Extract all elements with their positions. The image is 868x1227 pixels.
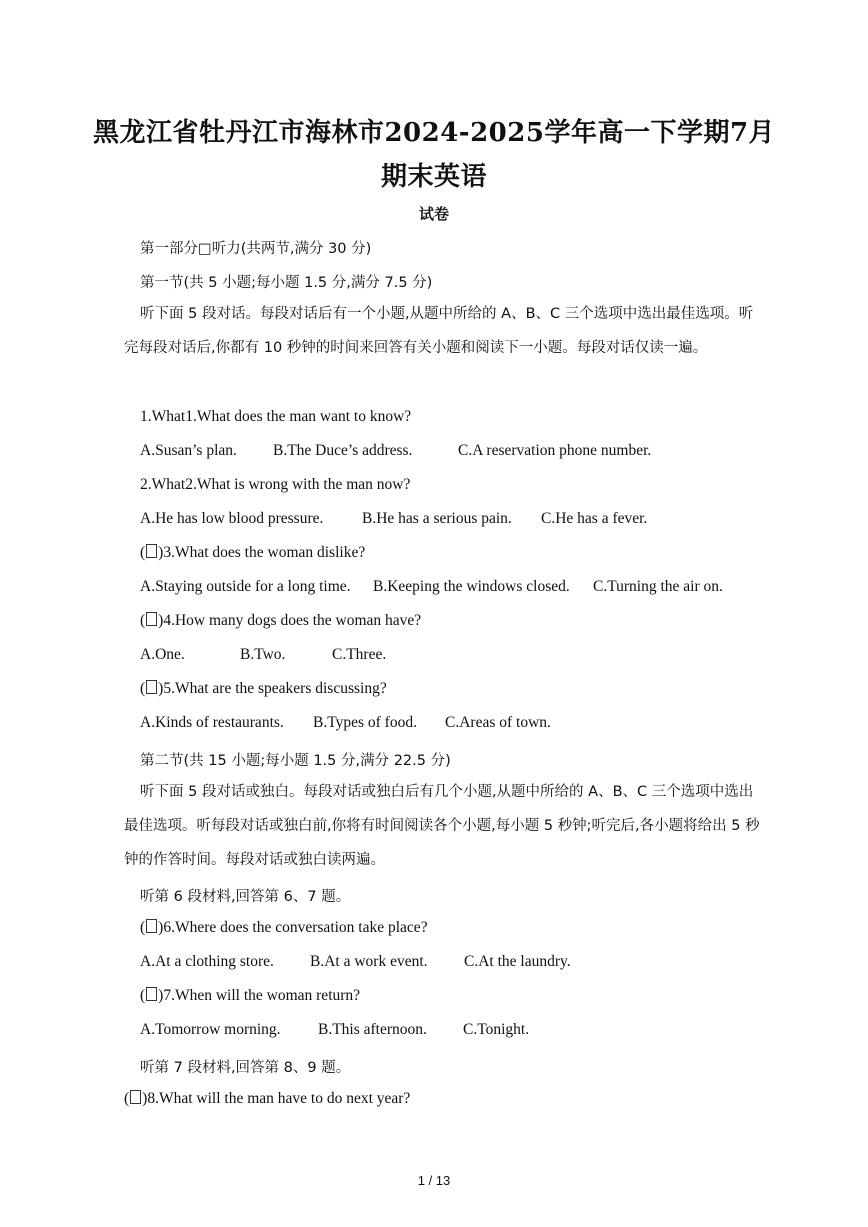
question-8-stem: ( )8.What will the man have to do next year? [124,1090,411,1107]
section2-heading: 第二节(共 15 小题;每小题 1.5 分,满分 22.5 分) [140,753,451,769]
section1-instructions: 听下面 5 段对话。每段对话后有一个小题,从题中所给的 A、B、C 三个选项中选出最佳选项。听完每段对话后,你都有 10 秒钟的时间来回答有关小题和阅读下一小题。每段对话仅读一遍。 [124,306,754,356]
answer-box [146,612,157,626]
question-7-stem: ( )7.When will the woman return? [140,987,361,1004]
material-6-note: 听第 6 段材料,回答第 6、7 题。 [140,889,351,905]
option-b: B.This afternoon. [318,1021,427,1038]
question-3-options [140,578,723,596]
option-c: C.At the laundry. [464,953,571,970]
question-1-options [140,442,651,460]
material-7-note: 听第 7 段材料,回答第 8、9 题。 [140,1060,351,1076]
page-indicator: 1 / 13 [417,1173,451,1188]
question-4-stem: ( )4.How many dogs does the woman have? [140,612,422,629]
option-a: A.One. [140,646,185,663]
question-6-options [140,953,571,971]
option-c: C.Three. [332,646,387,663]
question-2-stem: 2.What2.What is wrong with the man now? [140,476,411,493]
option-a: A.At a clothing store. [140,953,274,970]
option-b: B.He has a serious pain. [362,510,512,527]
section1-heading: 第一节(共 5 小题;每小题 1.5 分,满分 7.5 分) [140,275,433,291]
answer-box [130,1090,141,1104]
option-c: C.Areas of town. [445,714,551,731]
question-3-stem: ( )3.What does the woman dislike? [140,544,366,561]
document-subtitle: 试卷 [418,205,449,223]
question-7-options [140,1021,529,1039]
option-b: B.Types of food. [313,714,417,731]
option-a: A.Staying outside for a long time. [140,578,351,595]
question-2-options [140,510,647,528]
option-c: C.A reservation phone number. [458,442,652,459]
option-b: B.The Duce’s address. [273,442,413,459]
question-6-stem: ( )6.Where does the conversation take place? [140,919,428,936]
document-title-line2: 期末英语 [380,162,487,192]
option-b: B.Two. [240,646,286,663]
answer-box [146,919,157,933]
option-a: A.Kinds of restaurants. [140,714,284,731]
answer-box [146,680,157,694]
answer-box [146,544,157,558]
question-1-stem: 1.What1.What does the man want to know? [140,408,412,425]
question-5-options [140,714,551,732]
option-a: A.Susan’s plan. [140,442,237,459]
option-b: B.At a work event. [310,953,428,970]
document-title-line1: 黑龙江省牡丹江市海林市2024-2025学年高一下学期7月 [92,118,776,148]
option-b: B.Keeping the windows closed. [373,578,570,595]
section2-instructions: 听下面 5 段对话或独白。每段对话或独白后有几个小题,从题中所给的 A、B、C 三个选项中选出最佳选项。听每段对话或独白前,你将有时间阅读各个小题,每小题 5 秒钟;听完后,各小题将给出 5 秒钟的作答时间。每段对话或独白读两遍。 [124,784,760,868]
question-4-options [140,646,386,664]
option-a: A.He has low blood pressure. [140,510,324,527]
question-5-stem: ( )5.What are the speakers discussing? [140,680,387,697]
answer-box [146,987,157,1001]
part1-heading: 第一部分□听力(共两节,满分 30 分) [140,241,372,257]
option-c: C.Tonight. [463,1021,530,1038]
option-c: C.Turning the air on. [593,578,723,595]
option-a: A.Tomorrow morning. [140,1021,281,1038]
option-c: C.He has a fever. [541,510,648,527]
